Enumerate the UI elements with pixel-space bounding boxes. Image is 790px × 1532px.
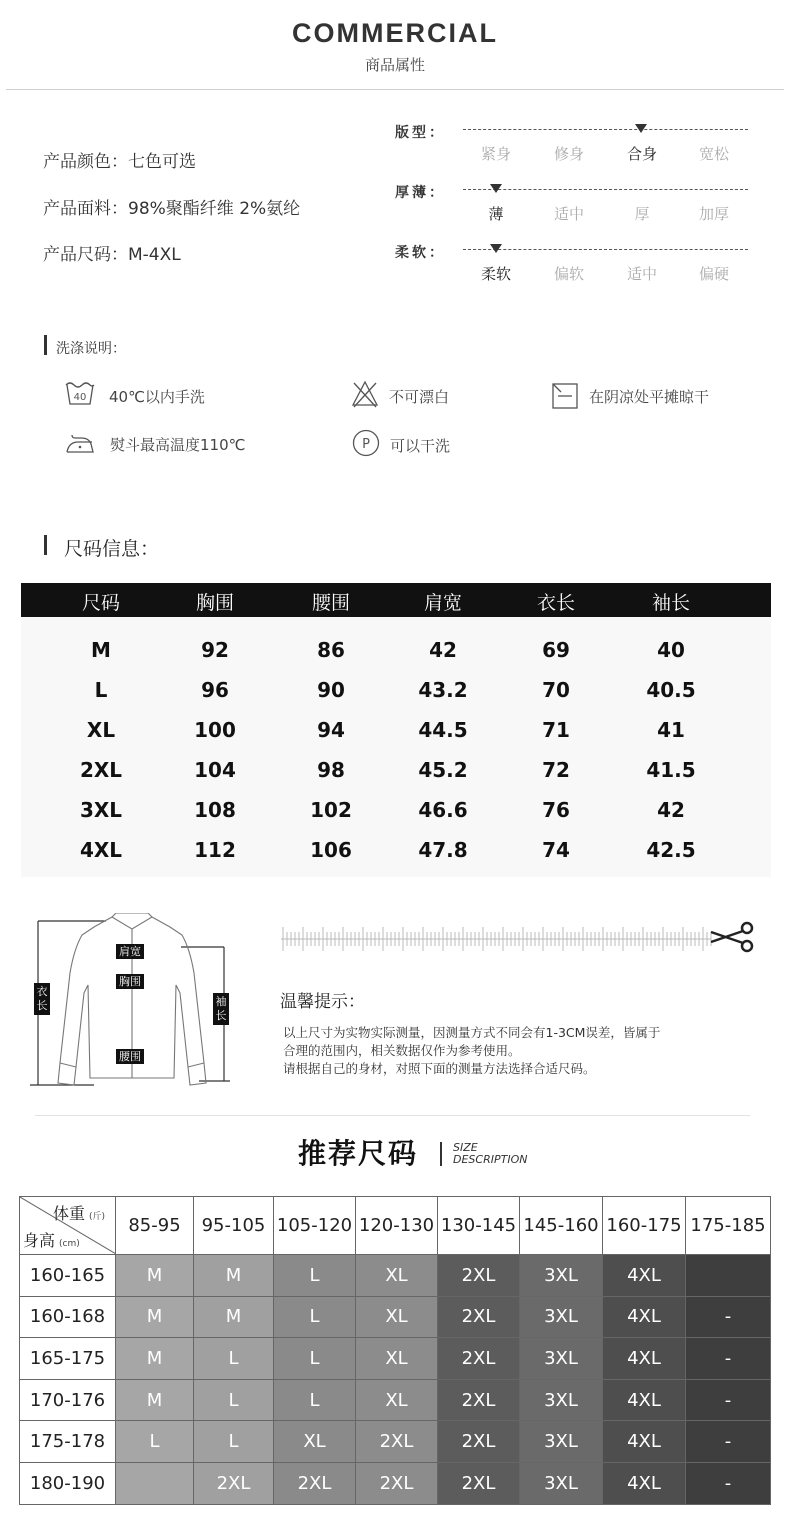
recommend-sub-2: DESCRIPTION xyxy=(453,1153,528,1166)
size-recommend-cell: 2XL xyxy=(438,1421,520,1463)
gauge-label: 厚薄： xyxy=(395,185,446,201)
gauge-option: 合身 xyxy=(626,145,657,163)
gauge-option: 柔软 xyxy=(480,265,511,283)
size-cell: 43.2 xyxy=(418,678,468,702)
size-cell: M xyxy=(91,638,111,662)
tip-line-2: 合理的范围内，相关数据仅作为参考使用。 xyxy=(283,1043,521,1058)
size-cell: 46.6 xyxy=(418,798,468,822)
size-recommend-cell: 3XL xyxy=(520,1296,603,1338)
table-row xyxy=(20,1421,771,1463)
tip-line-1: 以上尺寸为实物实际测量，因测量方式不同会有1-3CM误差，皆属于 xyxy=(283,1025,661,1040)
size-table-body xyxy=(21,617,771,877)
size-cell: 44.5 xyxy=(418,718,468,742)
size-recommend-cell: 3XL xyxy=(520,1255,603,1297)
weight-header: 体重 (斤) xyxy=(52,1204,105,1223)
height-row-header: 160-165 xyxy=(20,1255,116,1297)
size-cell: 42 xyxy=(657,798,685,822)
size-recommend-cell: L xyxy=(116,1421,194,1463)
size-recommend-cell: L xyxy=(194,1379,274,1421)
size-recommend-cell: M xyxy=(116,1255,194,1297)
size-header-cell: 胸围 xyxy=(195,592,234,614)
size-recommend-cell: 2XL xyxy=(356,1421,438,1463)
size-recommend-cell: XL xyxy=(356,1296,438,1338)
weight-column-header: 95-105 xyxy=(194,1197,274,1255)
wash-section-bar xyxy=(44,335,47,355)
weight-column-header: 175-185 xyxy=(686,1197,771,1255)
scissors-icon xyxy=(711,923,752,951)
size-recommend-cell: M xyxy=(116,1379,194,1421)
size-header-cell: 肩宽 xyxy=(423,592,462,614)
size-cell: 71 xyxy=(542,718,570,742)
header-divider xyxy=(6,89,784,90)
dry-clean-p-icon xyxy=(352,429,380,457)
size-cell: 100 xyxy=(194,718,236,742)
gauge-option: 适中 xyxy=(626,265,657,283)
size-cell: 40.5 xyxy=(646,678,696,702)
iron-text: 熨斗最高温度110℃ xyxy=(110,436,246,454)
dry-flat-text: 在阴凉处平摊晾干 xyxy=(589,388,710,406)
weight-column-header: 130-145 xyxy=(438,1197,520,1255)
wash-hand-text: 40℃以内手洗 xyxy=(109,388,205,406)
size-cell: 86 xyxy=(317,638,345,662)
ruler-icon xyxy=(281,918,761,958)
iron-icon xyxy=(64,431,96,455)
size-cell: 3XL xyxy=(79,798,123,822)
size-recommend-cell xyxy=(686,1255,771,1297)
size-cell: 112 xyxy=(194,838,236,862)
size-cell: XL xyxy=(86,718,116,742)
size-recommend-cell: XL xyxy=(356,1255,438,1297)
height-row-header: 160-168 xyxy=(20,1296,116,1338)
size-table-header xyxy=(21,583,771,617)
shoulder-tag: 肩宽 xyxy=(116,944,144,959)
gauge-option: 宽松 xyxy=(698,145,729,163)
weight-column-header: 160-175 xyxy=(603,1197,686,1255)
height-row-header: 175-178 xyxy=(20,1421,116,1463)
section-divider xyxy=(35,1115,750,1116)
size-recommend-cell: 3XL xyxy=(520,1421,603,1463)
gauge-option: 偏软 xyxy=(553,265,584,283)
size-cell: 40 xyxy=(657,638,685,662)
size-cell: 2XL xyxy=(79,758,123,782)
gauge-dashed-line xyxy=(463,189,748,190)
corner-cell xyxy=(20,1197,116,1255)
recommend-sub-1: SIZE xyxy=(453,1141,478,1154)
table-row xyxy=(20,1338,771,1380)
tip-line-3: 请根据自己的身材，对照下面的测量方法选择合适尺码。 xyxy=(283,1061,596,1076)
size-recommend-cell: 3XL xyxy=(520,1338,603,1380)
size-cell: 106 xyxy=(310,838,352,862)
size-cell: 45.2 xyxy=(418,758,468,782)
size-cell: 41.5 xyxy=(646,758,696,782)
size-cell: 42 xyxy=(429,638,457,662)
weight-column-header: 120-130 xyxy=(356,1197,438,1255)
gauge-option: 偏硬 xyxy=(698,265,729,283)
weight-column-header: 85-95 xyxy=(116,1197,194,1255)
size-cell: 76 xyxy=(542,798,570,822)
size-header-cell: 衣长 xyxy=(536,592,575,614)
svg-text:P: P xyxy=(362,437,370,452)
size-cell: 47.8 xyxy=(418,838,468,862)
recommend-title-bar xyxy=(440,1142,442,1166)
size-recommend-cell: L xyxy=(274,1255,356,1297)
dry-flat-shade-icon xyxy=(552,383,578,409)
length-tag xyxy=(34,983,50,1015)
size-recommend-cell: 2XL xyxy=(438,1379,520,1421)
gauge-marker-icon xyxy=(635,124,647,133)
size-recommend-cell: 4XL xyxy=(603,1379,686,1421)
size-recommend-cell: L xyxy=(274,1338,356,1380)
size-cell: 96 xyxy=(201,678,229,702)
size-cell: 92 xyxy=(201,638,229,662)
attr-color: 产品颜色：七色可选 xyxy=(43,152,196,172)
height-row-header: 180-190 xyxy=(20,1462,116,1504)
waist-tag: 腰围 xyxy=(116,1049,144,1064)
size-recommend-cell: M xyxy=(194,1255,274,1297)
gauge-option: 修身 xyxy=(553,145,584,163)
dry-clean-text: 可以干洗 xyxy=(390,437,451,455)
recommend-title: 推荐尺码 xyxy=(298,1137,419,1170)
tip-title: 温馨提示： xyxy=(280,992,365,1012)
size-recommend-cell: - xyxy=(686,1379,771,1421)
size-cell: 90 xyxy=(317,678,345,702)
size-recommend-cell: XL xyxy=(356,1379,438,1421)
length-tag-text: 衣长 xyxy=(36,985,48,1012)
size-cell: 42.5 xyxy=(646,838,696,862)
size-cell: 69 xyxy=(542,638,570,662)
size-header-cell: 腰围 xyxy=(311,592,350,614)
size-recommend-cell: 4XL xyxy=(603,1255,686,1297)
weight-column-header: 145-160 xyxy=(520,1197,603,1255)
size-info-title: 尺码信息： xyxy=(64,538,160,560)
gauge-option: 适中 xyxy=(553,205,584,223)
size-recommend-cell: M xyxy=(194,1296,274,1338)
size-recommend-cell: M xyxy=(116,1296,194,1338)
gauge-dashed-line xyxy=(463,249,748,250)
size-cell: 94 xyxy=(317,718,345,742)
size-cell: 104 xyxy=(194,758,236,782)
chest-tag: 胸围 xyxy=(116,974,144,989)
size-recommend-cell: 4XL xyxy=(603,1462,686,1504)
size-cell: 108 xyxy=(194,798,236,822)
gauge-label: 柔软： xyxy=(395,245,446,261)
gauge-option: 加厚 xyxy=(698,205,729,223)
size-recommend-cell: XL xyxy=(356,1338,438,1380)
size-recommend-cell: L xyxy=(194,1338,274,1380)
size-cell: L xyxy=(94,678,108,702)
size-recommend-cell: 2XL xyxy=(438,1338,520,1380)
height-row-header: 170-176 xyxy=(20,1379,116,1421)
size-recommend-cell: L xyxy=(194,1421,274,1463)
size-recommend-cell: 3XL xyxy=(520,1379,603,1421)
size-recommend-cell: L xyxy=(274,1296,356,1338)
table-row xyxy=(20,1255,771,1297)
no-bleach-icon xyxy=(351,380,379,408)
wash-title: 洗涤说明： xyxy=(56,341,126,357)
size-cell: 98 xyxy=(317,758,345,782)
table-row xyxy=(20,1379,771,1421)
sleeve-tag xyxy=(213,993,229,1025)
size-recommend-cell: - xyxy=(686,1421,771,1463)
size-cell: 102 xyxy=(310,798,352,822)
page-subtitle: 商品属性 xyxy=(364,56,425,74)
size-recommend-cell: - xyxy=(686,1296,771,1338)
shirt-measure-diagram xyxy=(24,913,254,1093)
wash-40-icon xyxy=(64,379,96,407)
weight-column-header: 105-120 xyxy=(274,1197,356,1255)
gauge-option: 薄 xyxy=(488,205,504,223)
gauge-marker-icon xyxy=(490,244,502,253)
size-recommend-cell: 3XL xyxy=(520,1462,603,1504)
size-cell: 70 xyxy=(542,678,570,702)
size-recommend-cell: 2XL xyxy=(438,1255,520,1297)
size-recommend-cell: - xyxy=(686,1462,771,1504)
gauge-dashed-line xyxy=(463,129,748,130)
table-row xyxy=(20,1462,771,1504)
size-recommend-cell: 4XL xyxy=(603,1338,686,1380)
attr-size: 产品尺码：M-4XL xyxy=(43,245,181,265)
gauge-label: 版型： xyxy=(395,125,446,141)
size-recommend-cell: 2XL xyxy=(438,1296,520,1338)
size-recommend-cell: L xyxy=(274,1379,356,1421)
svg-text:40: 40 xyxy=(73,392,87,403)
recommend-header-row xyxy=(20,1197,771,1255)
size-header-cell: 袖长 xyxy=(651,592,690,614)
size-recommend-cell: 4XL xyxy=(603,1296,686,1338)
recommend-size-table xyxy=(19,1196,771,1505)
size-cell: 74 xyxy=(542,838,570,862)
size-section-bar xyxy=(44,535,47,555)
size-recommend-cell xyxy=(116,1462,194,1504)
size-recommend-cell: XL xyxy=(274,1421,356,1463)
size-cell: 4XL xyxy=(79,838,123,862)
attr-fabric: 产品面料：98%聚酯纤维 2%氨纶 xyxy=(43,199,301,219)
size-cell: 72 xyxy=(542,758,570,782)
size-recommend-cell: 4XL xyxy=(603,1421,686,1463)
table-row xyxy=(20,1296,771,1338)
ruler-decoration xyxy=(281,918,761,962)
size-recommend-cell: - xyxy=(686,1338,771,1380)
height-row-header: 165-175 xyxy=(20,1338,116,1380)
size-recommend-cell: 2XL xyxy=(356,1462,438,1504)
size-header-cell: 尺码 xyxy=(81,592,120,614)
size-recommend-cell: 2XL xyxy=(194,1462,274,1504)
size-recommend-cell: 2XL xyxy=(274,1462,356,1504)
sleeve-tag-text: 袖长 xyxy=(215,995,227,1022)
height-header: 身高 (cm) xyxy=(23,1231,80,1250)
size-recommend-cell: M xyxy=(116,1338,194,1380)
gauge-marker-icon xyxy=(490,184,502,193)
gauge-option: 厚 xyxy=(634,205,650,223)
page-title: COMMERCIAL xyxy=(292,18,498,48)
size-recommend-cell: 2XL xyxy=(438,1462,520,1504)
size-cell: 41 xyxy=(657,718,685,742)
gauge-option: 紧身 xyxy=(480,145,511,163)
no-bleach-text: 不可漂白 xyxy=(389,388,450,406)
